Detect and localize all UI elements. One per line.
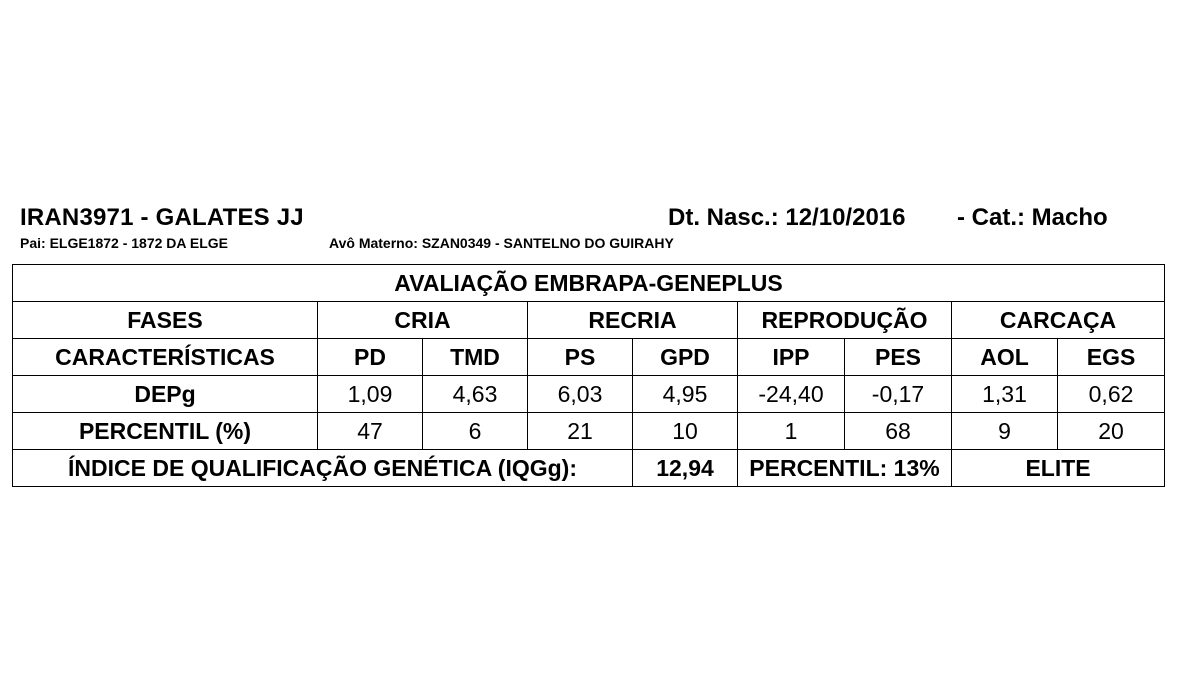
iqg-percentile: PERCENTIL: 13% xyxy=(738,450,952,487)
depg-row xyxy=(13,376,1165,413)
iqg-row xyxy=(13,450,1165,487)
traits-row xyxy=(13,339,1165,376)
trait-header: GPD xyxy=(633,339,738,376)
depg-label: DEPg xyxy=(13,376,318,413)
category: - Cat.: Macho xyxy=(957,204,1108,231)
phases-label: FASES xyxy=(13,302,318,339)
table-title-row xyxy=(13,265,1165,302)
phases-row xyxy=(13,302,1165,339)
trait-header: PES xyxy=(845,339,952,376)
percentile-cell: 21 xyxy=(528,413,633,450)
percentile-cell: 68 xyxy=(845,413,952,450)
trait-header: IPP xyxy=(738,339,845,376)
depg-cell: -24,40 xyxy=(738,376,845,413)
maternal-grandsire: Avô Materno: SZAN0349 - SANTELNO DO GUIRAHY xyxy=(329,235,674,251)
iqg-class: ELITE xyxy=(952,450,1165,487)
depg-cell: 4,63 xyxy=(423,376,528,413)
depg-cell: 4,95 xyxy=(633,376,738,413)
phase-recria: RECRIA xyxy=(528,302,738,339)
percentile-cell: 6 xyxy=(423,413,528,450)
depg-cell: -0,17 xyxy=(845,376,952,413)
percentile-cell: 10 xyxy=(633,413,738,450)
birth-date: Dt. Nasc.: 12/10/2016 xyxy=(668,204,906,231)
percentile-cell: 9 xyxy=(952,413,1058,450)
percentile-cell: 47 xyxy=(318,413,423,450)
trait-header: TMD xyxy=(423,339,528,376)
phase-carcaca: CARCAÇA xyxy=(952,302,1165,339)
trait-header: EGS xyxy=(1058,339,1165,376)
trait-header: AOL xyxy=(952,339,1058,376)
iqg-label: ÍNDICE DE QUALIFICAÇÃO GENÉTICA (IQGg): xyxy=(13,450,633,487)
sire: Pai: ELGE1872 - 1872 DA ELGE xyxy=(20,235,229,251)
evaluation-table xyxy=(12,264,1165,487)
depg-cell: 6,03 xyxy=(528,376,633,413)
depg-cell: 1,09 xyxy=(318,376,423,413)
pedigree-line xyxy=(20,235,674,251)
phase-cria: CRIA xyxy=(318,302,528,339)
percentile-row xyxy=(13,413,1165,450)
percentile-cell: 20 xyxy=(1058,413,1165,450)
percentile-cell: 1 xyxy=(738,413,845,450)
animal-header xyxy=(20,204,1180,238)
phase-reproducao: REPRODUÇÃO xyxy=(738,302,952,339)
trait-header: PD xyxy=(318,339,423,376)
iqg-value: 12,94 xyxy=(633,450,738,487)
depg-cell: 1,31 xyxy=(952,376,1058,413)
percentile-label: PERCENTIL (%) xyxy=(13,413,318,450)
trait-header: PS xyxy=(528,339,633,376)
animal-id: IRAN3971 - GALATES JJ xyxy=(20,204,304,231)
traits-label: CARACTERÍSTICAS xyxy=(13,339,318,376)
table-title: AVALIAÇÃO EMBRAPA-GENEPLUS xyxy=(13,265,1165,302)
depg-cell: 0,62 xyxy=(1058,376,1165,413)
